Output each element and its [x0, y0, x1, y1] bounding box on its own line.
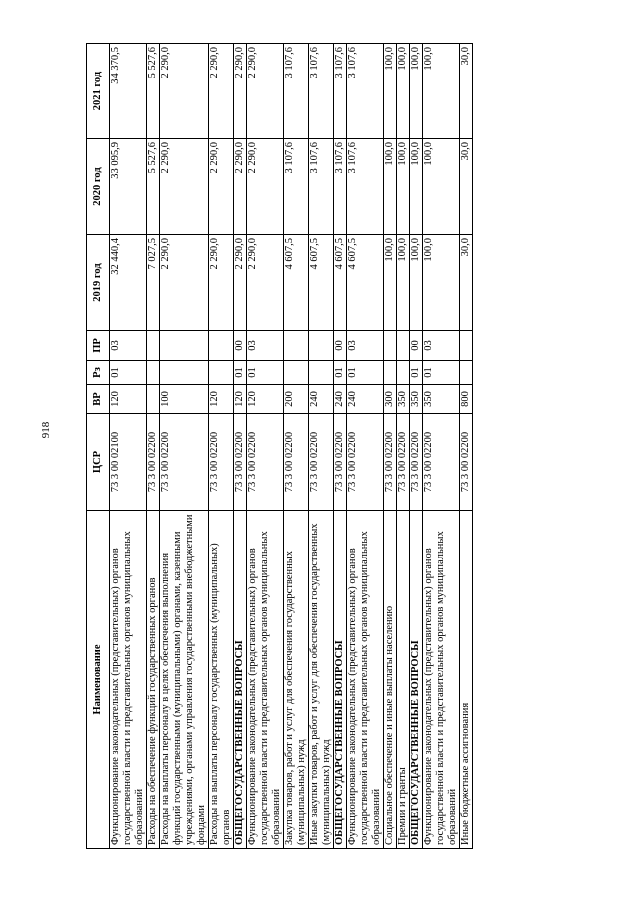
cell-y2019: 4 607,5	[309, 235, 334, 331]
cell-y2019: 2 290,0	[209, 235, 234, 331]
cell-csr: 73 3 00 02200	[423, 414, 460, 511]
cell-y2019: 2 290,0	[247, 235, 284, 331]
cell-pr: 00	[410, 331, 423, 361]
cell-rz: 01	[423, 361, 460, 385]
page-number: 918	[40, 421, 52, 439]
cell-y2020: 2 290,0	[209, 139, 234, 235]
table-row	[384, 44, 397, 849]
cell-name: Закупка товаров, работ и услуг для обеспечения государственных (муниципальных) нужд	[284, 511, 309, 849]
cell-pr: 03	[347, 331, 384, 361]
header-name: Наименование	[87, 511, 110, 849]
cell-y2019: 100,0	[410, 235, 423, 331]
cell-csr: 73 3 00 02200	[247, 414, 284, 511]
cell-pr	[284, 331, 309, 361]
cell-rz: 01	[410, 361, 423, 385]
cell-name: Функционирование законодательных (представительных) органов государственной власти и представительных органов муниципальных образований	[423, 511, 460, 849]
cell-name: Премии и гранты	[397, 511, 410, 849]
cell-y2019: 30,0	[460, 235, 473, 331]
cell-y2020: 3 107,6	[284, 139, 309, 235]
cell-y2020: 100,0	[410, 139, 423, 235]
cell-csr: 73 3 00 02200	[309, 414, 334, 511]
cell-csr: 73 3 00 02200	[384, 414, 397, 511]
cell-vr: 120	[234, 385, 247, 414]
cell-csr: 73 3 00 02200	[284, 414, 309, 511]
table-row	[234, 44, 247, 849]
cell-vr: 350	[397, 385, 410, 414]
cell-rz	[209, 361, 234, 385]
table-row	[247, 44, 284, 849]
cell-pr	[209, 331, 234, 361]
cell-csr: 73 3 00 02200	[147, 414, 160, 511]
cell-y2020: 5 527,6	[147, 139, 160, 235]
cell-pr: 00	[234, 331, 247, 361]
cell-vr: 120	[209, 385, 234, 414]
cell-vr	[147, 385, 160, 414]
cell-rz: 01	[247, 361, 284, 385]
cell-name: Расходы на выплаты персоналу государственных (муниципальных) органов	[209, 511, 234, 849]
cell-rz	[160, 361, 209, 385]
table-row	[334, 44, 347, 849]
cell-vr: 800	[460, 385, 473, 414]
table-row	[147, 44, 160, 849]
cell-y2021: 100,0	[410, 44, 423, 139]
cell-name: Иные бюджетные ассигнования	[460, 511, 473, 849]
header-vr: ВР	[87, 385, 110, 414]
cell-vr: 240	[309, 385, 334, 414]
cell-name: Функционирование законодательных (представительных) органов государственной власти и представительных органов муниципальных образований	[247, 511, 284, 849]
cell-name: Функционирование законодательных (представительных) органов государственной власти и представительных органов муниципальных образований	[110, 511, 147, 849]
cell-pr	[309, 331, 334, 361]
cell-pr	[147, 331, 160, 361]
cell-csr: 73 3 00 02200	[160, 414, 209, 511]
cell-rz	[384, 361, 397, 385]
header-csr: ЦСР	[87, 414, 110, 511]
cell-y2020: 3 107,6	[334, 139, 347, 235]
cell-pr: 03	[110, 331, 147, 361]
cell-pr: 03	[247, 331, 284, 361]
cell-name: ОБЩЕГОСУДАРСТВЕННЫЕ ВОПРОСЫ	[334, 511, 347, 849]
cell-y2021: 100,0	[423, 44, 460, 139]
table-row	[423, 44, 460, 849]
cell-csr: 73 3 00 02100	[110, 414, 147, 511]
cell-y2019: 2 290,0	[160, 235, 209, 331]
cell-y2019: 32 440,4	[110, 235, 147, 331]
cell-name: Функционирование законодательных (представительных) органов государственной власти и представительных органов муниципальных образований	[347, 511, 384, 849]
cell-y2021: 2 290,0	[209, 44, 234, 139]
cell-y2020: 3 107,6	[309, 139, 334, 235]
cell-pr: 00	[334, 331, 347, 361]
cell-rz	[284, 361, 309, 385]
cell-name: Расходы на обеспечение функций государственных органов	[147, 511, 160, 849]
cell-y2020: 100,0	[423, 139, 460, 235]
header-2020: 2020 год	[87, 139, 110, 235]
cell-name: Социальное обеспечение и иные выплаты населению	[384, 511, 397, 849]
cell-y2021: 2 290,0	[234, 44, 247, 139]
cell-vr: 240	[347, 385, 384, 414]
cell-y2020: 33 095,9	[110, 139, 147, 235]
cell-pr	[460, 331, 473, 361]
cell-vr: 350	[423, 385, 460, 414]
table-row	[460, 44, 473, 849]
cell-pr	[384, 331, 397, 361]
table-row	[397, 44, 410, 849]
cell-y2019: 100,0	[397, 235, 410, 331]
cell-rz: 01	[110, 361, 147, 385]
header-rz: Рз	[87, 361, 110, 385]
cell-y2019: 4 607,5	[284, 235, 309, 331]
cell-y2021: 34 370,5	[110, 44, 147, 139]
header-row	[87, 44, 110, 849]
cell-vr: 240	[334, 385, 347, 414]
cell-y2019: 4 607,5	[334, 235, 347, 331]
cell-rz: 01	[347, 361, 384, 385]
cell-y2020: 100,0	[384, 139, 397, 235]
cell-vr: 120	[247, 385, 284, 414]
cell-y2019: 4 607,5	[347, 235, 384, 331]
cell-y2021: 3 107,6	[284, 44, 309, 139]
table-row	[110, 44, 147, 849]
cell-csr: 73 3 00 02200	[347, 414, 384, 511]
cell-vr: 120	[110, 385, 147, 414]
cell-name: Иные закупки товаров, работ и услуг для обеспечения государственных (муниципальных) нужд	[309, 511, 334, 849]
cell-vr: 200	[284, 385, 309, 414]
cell-vr: 300	[384, 385, 397, 414]
cell-rz: 01	[334, 361, 347, 385]
cell-y2021: 2 290,0	[160, 44, 209, 139]
cell-pr	[397, 331, 410, 361]
cell-rz: 01	[234, 361, 247, 385]
cell-y2021: 100,0	[384, 44, 397, 139]
cell-y2019: 100,0	[423, 235, 460, 331]
header-2019: 2019 год	[87, 235, 110, 331]
cell-y2021: 100,0	[397, 44, 410, 139]
table-row	[410, 44, 423, 849]
header-pr: ПР	[87, 331, 110, 361]
cell-y2021: 3 107,6	[347, 44, 384, 139]
cell-csr: 73 3 00 02200	[460, 414, 473, 511]
cell-y2021: 3 107,6	[334, 44, 347, 139]
cell-y2021: 5 527,6	[147, 44, 160, 139]
cell-csr: 73 3 00 02200	[410, 414, 423, 511]
table-row	[209, 44, 234, 849]
cell-y2021: 2 290,0	[247, 44, 284, 139]
cell-rz	[147, 361, 160, 385]
header-2021: 2021 год	[87, 44, 110, 139]
cell-csr: 73 3 00 02200	[334, 414, 347, 511]
table-row	[309, 44, 334, 849]
cell-vr: 100	[160, 385, 209, 414]
cell-y2020: 100,0	[397, 139, 410, 235]
table-row	[160, 44, 209, 849]
cell-y2020: 3 107,6	[347, 139, 384, 235]
cell-y2019: 100,0	[384, 235, 397, 331]
cell-rz	[309, 361, 334, 385]
cell-y2020: 2 290,0	[247, 139, 284, 235]
budget-table	[86, 43, 473, 849]
cell-name: Расходы на выплаты персоналу в целях обеспечения выполнения функций государственными (муниципальными) органами, казенными учреждениями, органами управления государственными внебюджетными фондами	[160, 511, 209, 849]
cell-csr: 73 3 00 02200	[234, 414, 247, 511]
cell-y2019: 2 290,0	[234, 235, 247, 331]
cell-y2020: 30,0	[460, 139, 473, 235]
cell-y2020: 2 290,0	[160, 139, 209, 235]
cell-name: ОБЩЕГОСУДАРСТВЕННЫЕ ВОПРОСЫ	[410, 511, 423, 849]
rotated-page-content	[86, 44, 630, 849]
cell-y2021: 3 107,6	[309, 44, 334, 139]
table-row	[347, 44, 384, 849]
cell-y2019: 7 027,5	[147, 235, 160, 331]
cell-csr: 73 3 00 02200	[209, 414, 234, 511]
table-row	[284, 44, 309, 849]
cell-pr: 03	[423, 331, 460, 361]
cell-vr: 350	[410, 385, 423, 414]
cell-csr: 73 3 00 02200	[397, 414, 410, 511]
cell-rz	[397, 361, 410, 385]
cell-y2020: 2 290,0	[234, 139, 247, 235]
cell-y2021: 30,0	[460, 44, 473, 139]
cell-name: ОБЩЕГОСУДАРСТВЕННЫЕ ВОПРОСЫ	[234, 511, 247, 849]
cell-pr	[160, 331, 209, 361]
cell-rz	[460, 361, 473, 385]
